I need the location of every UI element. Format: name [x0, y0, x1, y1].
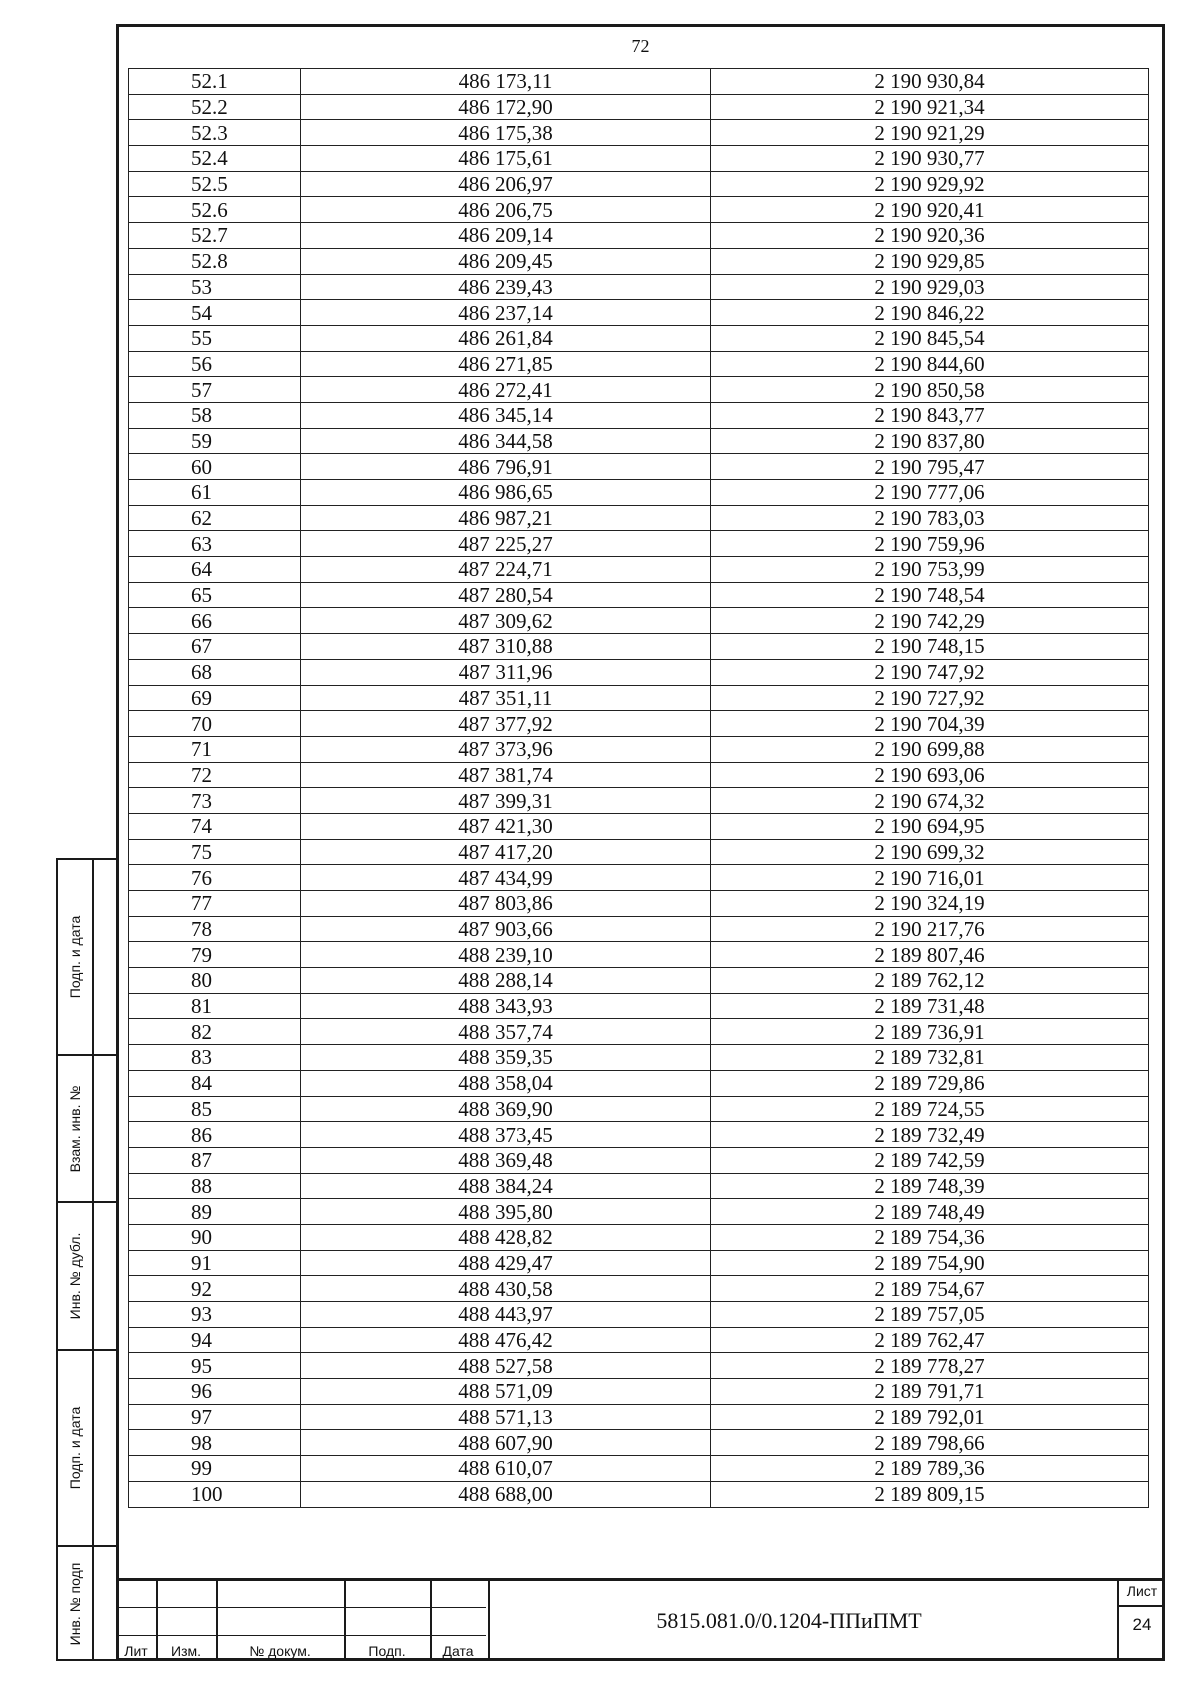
- coordinate-y-cell: 2 190 693,06: [711, 762, 1149, 788]
- point-number-cell: 88: [129, 1173, 301, 1199]
- point-number-cell: 76: [129, 865, 301, 891]
- table-row: [129, 865, 1149, 891]
- coordinate-y-cell: 2 189 731,48: [711, 993, 1149, 1019]
- side-label-inv-dubl: Инв. № дубл.: [67, 1232, 83, 1320]
- coordinate-y-cell: 2 189 742,59: [711, 1147, 1149, 1173]
- coordinate-y-cell: 2 190 783,03: [711, 505, 1149, 531]
- coordinate-y-cell: 2 189 754,67: [711, 1276, 1149, 1302]
- coordinates-table-body: [129, 69, 1149, 1508]
- table-row: [129, 1456, 1149, 1482]
- point-number-cell: 71: [129, 736, 301, 762]
- table-row: [129, 1199, 1149, 1225]
- side-stamp: [56, 858, 116, 1661]
- coordinate-x-cell: 488 571,13: [301, 1404, 711, 1430]
- coordinate-y-cell: 2 190 844,60: [711, 351, 1149, 377]
- coordinate-y-cell: 2 190 674,32: [711, 788, 1149, 814]
- point-number-cell: 52.2: [129, 94, 301, 120]
- table-row: [129, 1250, 1149, 1276]
- table-row: [129, 454, 1149, 480]
- sheet-number: 24: [1132, 1615, 1152, 1634]
- point-number-cell: 72: [129, 762, 301, 788]
- coordinate-y-cell: 2 190 759,96: [711, 531, 1149, 557]
- coordinate-y-cell: 2 190 921,29: [711, 120, 1149, 146]
- coordinate-y-cell: 2 190 929,92: [711, 171, 1149, 197]
- side-cell-inv-dubl: [58, 1203, 94, 1351]
- page-number: 72: [631, 36, 650, 56]
- coordinate-x-cell: 488 373,45: [301, 1122, 711, 1148]
- label-date: Дата: [442, 1643, 474, 1659]
- table-row: [129, 171, 1149, 197]
- coordinate-y-cell: 2 190 742,29: [711, 608, 1149, 634]
- coordinate-y-cell: 2 189 762,12: [711, 968, 1149, 994]
- coordinate-x-cell: 486 271,85: [301, 351, 711, 377]
- coordinate-x-cell: 487 280,54: [301, 582, 711, 608]
- point-number-cell: 86: [129, 1122, 301, 1148]
- table-row: [129, 916, 1149, 942]
- table-row: [129, 1327, 1149, 1353]
- table-row: [129, 839, 1149, 865]
- coordinate-x-cell: 486 175,61: [301, 146, 711, 172]
- point-number-cell: 52.1: [129, 69, 301, 95]
- coordinate-x-cell: 486 986,65: [301, 480, 711, 506]
- point-number-cell: 52.4: [129, 146, 301, 172]
- coordinate-x-cell: 488 359,35: [301, 1045, 711, 1071]
- side-cell-podp-data-1: [58, 860, 94, 1056]
- point-number-cell: 91: [129, 1250, 301, 1276]
- table-row: [129, 1379, 1149, 1405]
- point-number-cell: 56: [129, 351, 301, 377]
- coordinate-x-cell: 487 377,92: [301, 711, 711, 737]
- coordinate-x-cell: 486 987,21: [301, 505, 711, 531]
- coordinate-x-cell: 488 343,93: [301, 993, 711, 1019]
- coordinate-x-cell: 487 310,88: [301, 634, 711, 660]
- coordinate-y-cell: 2 190 795,47: [711, 454, 1149, 480]
- table-row: [129, 659, 1149, 685]
- point-number-cell: 74: [129, 813, 301, 839]
- table-row: [129, 197, 1149, 223]
- point-number-cell: 59: [129, 428, 301, 454]
- coordinate-x-cell: 488 430,58: [301, 1276, 711, 1302]
- label-lit: Лит: [124, 1643, 148, 1659]
- coordinate-x-cell: 488 527,58: [301, 1353, 711, 1379]
- point-number-cell: 96: [129, 1379, 301, 1405]
- table-row: [129, 1173, 1149, 1199]
- coordinate-y-cell: 2 190 777,06: [711, 480, 1149, 506]
- coordinate-x-cell: 488 239,10: [301, 942, 711, 968]
- coordinate-y-cell: 2 190 753,99: [711, 557, 1149, 583]
- point-number-cell: 60: [129, 454, 301, 480]
- coordinate-x-cell: 488 395,80: [301, 1199, 711, 1225]
- coordinates-table: [128, 68, 1149, 1508]
- table-row: [129, 325, 1149, 351]
- table-row: [129, 1096, 1149, 1122]
- coordinate-y-cell: 2 190 694,95: [711, 813, 1149, 839]
- coordinate-x-cell: 486 237,14: [301, 300, 711, 326]
- side-cell-inv-podl: [58, 1547, 94, 1661]
- table-row: [129, 1070, 1149, 1096]
- coordinate-y-cell: 2 189 791,71: [711, 1379, 1149, 1405]
- point-number-cell: 92: [129, 1276, 301, 1302]
- coordinate-x-cell: 487 351,11: [301, 685, 711, 711]
- coordinate-y-cell: 2 189 748,49: [711, 1199, 1149, 1225]
- coordinate-x-cell: 486 209,45: [301, 248, 711, 274]
- coordinate-y-cell: 2 190 837,80: [711, 428, 1149, 454]
- table-row: [129, 351, 1149, 377]
- point-number-cell: 94: [129, 1327, 301, 1353]
- table-row: [129, 1404, 1149, 1430]
- table-row: [129, 1224, 1149, 1250]
- table-row: [129, 402, 1149, 428]
- coordinate-y-cell: 2 189 748,39: [711, 1173, 1149, 1199]
- sheet-box: [1117, 1581, 1165, 1661]
- point-number-cell: 73: [129, 788, 301, 814]
- point-number-cell: 65: [129, 582, 301, 608]
- side-label-vzam-inv: Взам. инв. №: [67, 1085, 83, 1172]
- coordinate-x-cell: 486 796,91: [301, 454, 711, 480]
- point-number-cell: 52.5: [129, 171, 301, 197]
- coordinate-x-cell: 487 399,31: [301, 788, 711, 814]
- point-number-cell: 57: [129, 377, 301, 403]
- coordinate-x-cell: 488 429,47: [301, 1250, 711, 1276]
- coordinate-y-cell: 2 190 921,34: [711, 94, 1149, 120]
- coordinate-y-cell: 2 190 747,92: [711, 659, 1149, 685]
- table-row: [129, 813, 1149, 839]
- coordinate-y-cell: 2 189 754,36: [711, 1224, 1149, 1250]
- coordinate-y-cell: 2 190 846,22: [711, 300, 1149, 326]
- table-row: [129, 1276, 1149, 1302]
- coordinate-x-cell: 487 309,62: [301, 608, 711, 634]
- point-number-cell: 68: [129, 659, 301, 685]
- coordinate-x-cell: 486 272,41: [301, 377, 711, 403]
- coordinate-x-cell: 487 224,71: [301, 557, 711, 583]
- point-number-cell: 61: [129, 480, 301, 506]
- coordinate-x-cell: 488 610,07: [301, 1456, 711, 1482]
- table-row: [129, 608, 1149, 634]
- coordinate-x-cell: 487 434,99: [301, 865, 711, 891]
- table-row: [129, 1353, 1149, 1379]
- point-number-cell: 52.8: [129, 248, 301, 274]
- side-cell-vzam-inv: [58, 1056, 94, 1203]
- point-number-cell: 67: [129, 634, 301, 660]
- label-podp: Подп.: [368, 1643, 406, 1659]
- coordinate-y-cell: 2 189 736,91: [711, 1019, 1149, 1045]
- table-row: [129, 942, 1149, 968]
- coordinate-x-cell: 486 345,14: [301, 402, 711, 428]
- coordinate-x-cell: 488 607,90: [301, 1430, 711, 1456]
- point-number-cell: 97: [129, 1404, 301, 1430]
- table-row: [129, 69, 1149, 95]
- point-number-cell: 87: [129, 1147, 301, 1173]
- point-number-cell: 84: [129, 1070, 301, 1096]
- sheet-label: Лист: [1119, 1583, 1165, 1607]
- coordinate-y-cell: 2 189 809,15: [711, 1481, 1149, 1507]
- coordinate-y-cell: 2 190 704,39: [711, 711, 1149, 737]
- coordinate-y-cell: 2 190 699,88: [711, 736, 1149, 762]
- coordinate-y-cell: 2 190 727,92: [711, 685, 1149, 711]
- document-code: 5815.081.0/0.1204-ППиПМТ: [488, 1581, 1088, 1661]
- point-number-cell: 99: [129, 1456, 301, 1482]
- point-number-cell: 100: [129, 1481, 301, 1507]
- point-number-cell: 83: [129, 1045, 301, 1071]
- point-number-cell: 93: [129, 1302, 301, 1328]
- coordinate-x-cell: 487 421,30: [301, 813, 711, 839]
- side-cell-blank-1: [94, 860, 116, 1056]
- side-cell-blank-4: [94, 1351, 116, 1547]
- point-number-cell: 53: [129, 274, 301, 300]
- point-number-cell: 52.7: [129, 223, 301, 249]
- coordinate-y-cell: 2 190 920,36: [711, 223, 1149, 249]
- coordinate-x-cell: 488 384,24: [301, 1173, 711, 1199]
- coordinate-x-cell: 486 239,43: [301, 274, 711, 300]
- table-row: [129, 968, 1149, 994]
- coordinate-x-cell: 486 206,75: [301, 197, 711, 223]
- coordinate-y-cell: 2 189 807,46: [711, 942, 1149, 968]
- coordinate-x-cell: 486 261,84: [301, 325, 711, 351]
- table-row: [129, 634, 1149, 660]
- point-number-cell: 90: [129, 1224, 301, 1250]
- label-doc-no: № докум.: [249, 1643, 311, 1659]
- point-number-cell: 55: [129, 325, 301, 351]
- point-number-cell: 85: [129, 1096, 301, 1122]
- coordinate-y-cell: 2 189 732,49: [711, 1122, 1149, 1148]
- coordinate-x-cell: 488 443,97: [301, 1302, 711, 1328]
- table-row: [129, 736, 1149, 762]
- coordinate-x-cell: 488 288,14: [301, 968, 711, 994]
- coordinate-y-cell: 2 190 930,77: [711, 146, 1149, 172]
- coordinate-y-cell: 2 189 762,47: [711, 1327, 1149, 1353]
- table-row: [129, 531, 1149, 557]
- coordinate-x-cell: 488 571,09: [301, 1379, 711, 1405]
- point-number-cell: 54: [129, 300, 301, 326]
- coordinate-x-cell: 486 209,14: [301, 223, 711, 249]
- side-label-podp-data-1: Подп. и дата: [67, 915, 83, 999]
- coordinate-y-cell: 2 189 789,36: [711, 1456, 1149, 1482]
- coordinate-x-cell: 486 344,58: [301, 428, 711, 454]
- table-row: [129, 557, 1149, 583]
- point-number-cell: 98: [129, 1430, 301, 1456]
- table-row: [129, 377, 1149, 403]
- coordinate-y-cell: 2 189 778,27: [711, 1353, 1149, 1379]
- point-number-cell: 66: [129, 608, 301, 634]
- table-row: [129, 248, 1149, 274]
- table-row: [129, 428, 1149, 454]
- point-number-cell: 75: [129, 839, 301, 865]
- table-row: [129, 1430, 1149, 1456]
- coordinate-y-cell: 2 190 699,32: [711, 839, 1149, 865]
- coordinate-y-cell: 2 190 850,58: [711, 377, 1149, 403]
- table-row: [129, 223, 1149, 249]
- coordinate-x-cell: 487 225,27: [301, 531, 711, 557]
- coordinate-y-cell: 2 190 929,85: [711, 248, 1149, 274]
- point-number-cell: 78: [129, 916, 301, 942]
- coordinate-y-cell: 2 190 716,01: [711, 865, 1149, 891]
- table-row: [129, 120, 1149, 146]
- table-row: [129, 993, 1149, 1019]
- coordinate-y-cell: 2 190 930,84: [711, 69, 1149, 95]
- point-number-cell: 70: [129, 711, 301, 737]
- coordinate-y-cell: 2 189 798,66: [711, 1430, 1149, 1456]
- coordinate-y-cell: 2 189 729,86: [711, 1070, 1149, 1096]
- table-row: [129, 94, 1149, 120]
- point-number-cell: 58: [129, 402, 301, 428]
- coordinate-y-cell: 2 189 732,81: [711, 1045, 1149, 1071]
- coordinate-x-cell: 486 206,97: [301, 171, 711, 197]
- coordinate-x-cell: 486 175,38: [301, 120, 711, 146]
- coordinate-x-cell: 488 688,00: [301, 1481, 711, 1507]
- coordinate-y-cell: 2 190 324,19: [711, 891, 1149, 917]
- point-number-cell: 52.6: [129, 197, 301, 223]
- table-row: [129, 505, 1149, 531]
- table-row: [129, 1019, 1149, 1045]
- table-row: [129, 146, 1149, 172]
- point-number-cell: 79: [129, 942, 301, 968]
- point-number-cell: 95: [129, 1353, 301, 1379]
- coordinate-y-cell: 2 189 724,55: [711, 1096, 1149, 1122]
- point-number-cell: 82: [129, 1019, 301, 1045]
- coordinate-x-cell: 488 369,90: [301, 1096, 711, 1122]
- table-row: [129, 711, 1149, 737]
- table-row: [129, 1122, 1149, 1148]
- coordinate-x-cell: 487 311,96: [301, 659, 711, 685]
- coordinate-y-cell: 2 190 748,54: [711, 582, 1149, 608]
- side-cell-blank-3: [94, 1203, 116, 1351]
- side-label-podp-data-2: Подп. и дата: [67, 1406, 83, 1490]
- table-row: [129, 1302, 1149, 1328]
- coordinate-x-cell: 487 381,74: [301, 762, 711, 788]
- table-row: [129, 1045, 1149, 1071]
- coordinate-x-cell: 487 417,20: [301, 839, 711, 865]
- table-row: [129, 300, 1149, 326]
- point-number-cell: 81: [129, 993, 301, 1019]
- coordinate-y-cell: 2 189 792,01: [711, 1404, 1149, 1430]
- side-cell-blank-5: [94, 1547, 116, 1661]
- table-row: [129, 274, 1149, 300]
- table-row: [129, 1147, 1149, 1173]
- coordinate-y-cell: 2 190 843,77: [711, 402, 1149, 428]
- coordinate-x-cell: 487 903,66: [301, 916, 711, 942]
- coordinate-x-cell: 488 357,74: [301, 1019, 711, 1045]
- coordinate-x-cell: 488 369,48: [301, 1147, 711, 1173]
- coordinate-y-cell: 2 190 920,41: [711, 197, 1149, 223]
- coordinate-x-cell: 488 476,42: [301, 1327, 711, 1353]
- point-number-cell: 52.3: [129, 120, 301, 146]
- table-row: [129, 582, 1149, 608]
- coordinate-y-cell: 2 190 845,54: [711, 325, 1149, 351]
- table-row: [129, 480, 1149, 506]
- point-number-cell: 64: [129, 557, 301, 583]
- coordinate-x-cell: 488 358,04: [301, 1070, 711, 1096]
- coordinate-y-cell: 2 189 757,05: [711, 1302, 1149, 1328]
- coordinate-x-cell: 486 172,90: [301, 94, 711, 120]
- table-row: [129, 891, 1149, 917]
- coordinate-y-cell: 2 190 748,15: [711, 634, 1149, 660]
- coordinate-x-cell: 487 803,86: [301, 891, 711, 917]
- coordinate-x-cell: 487 373,96: [301, 736, 711, 762]
- side-cell-blank-2: [94, 1056, 116, 1203]
- point-number-cell: 80: [129, 968, 301, 994]
- table-row: [129, 1481, 1149, 1507]
- label-izm: Изм.: [171, 1643, 201, 1659]
- coordinate-y-cell: 2 189 754,90: [711, 1250, 1149, 1276]
- table-row: [129, 788, 1149, 814]
- title-block-grid: [116, 1581, 486, 1661]
- point-number-cell: 62: [129, 505, 301, 531]
- table-row: [129, 762, 1149, 788]
- coordinate-x-cell: 488 428,82: [301, 1224, 711, 1250]
- point-number-cell: 69: [129, 685, 301, 711]
- coordinate-y-cell: 2 190 929,03: [711, 274, 1149, 300]
- point-number-cell: 77: [129, 891, 301, 917]
- table-row: [129, 685, 1149, 711]
- side-cell-podp-data-2: [58, 1351, 94, 1547]
- coordinate-y-cell: 2 190 217,76: [711, 916, 1149, 942]
- title-block: [116, 1578, 1165, 1661]
- point-number-cell: 63: [129, 531, 301, 557]
- coordinate-x-cell: 486 173,11: [301, 69, 711, 95]
- point-number-cell: 89: [129, 1199, 301, 1225]
- side-label-inv-podl: Инв. № подп: [67, 1562, 83, 1646]
